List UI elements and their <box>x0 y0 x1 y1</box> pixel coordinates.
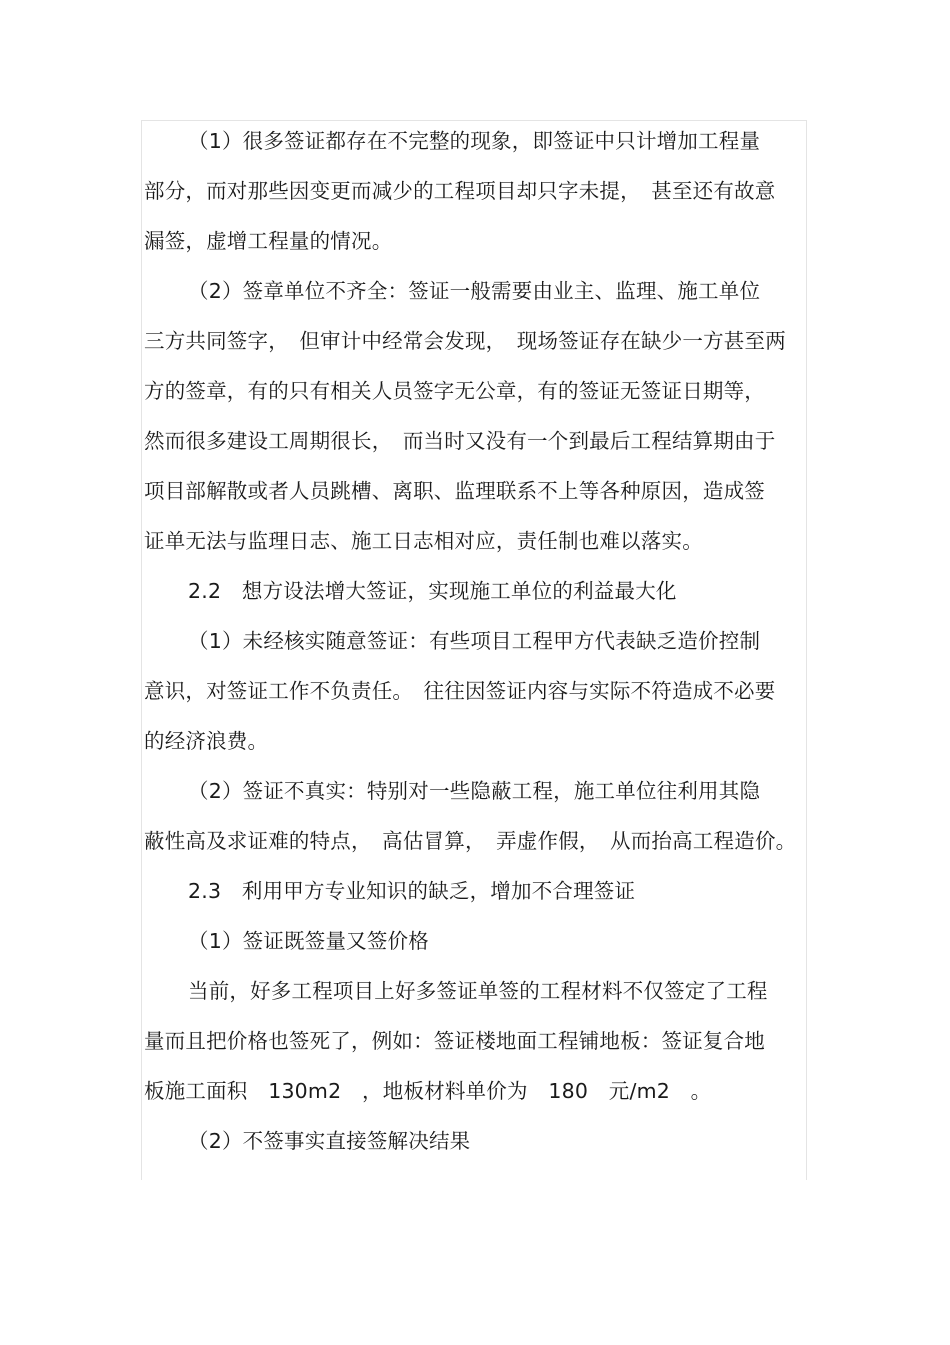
paragraph-line: （1）签证既签量又签价格 <box>188 929 429 953</box>
paragraph-line: （1）很多签证都存在不完整的现象，即签证中只计增加工程量 <box>188 129 761 153</box>
paragraph-line: 量而且把价格也签死了，例如：签证楼地面工程铺地板：签证复合地 <box>144 1029 765 1053</box>
section-heading: 2.3 利用甲方专业知识的缺乏，增加不合理签证 <box>188 879 636 903</box>
paragraph-line: 蔽性高及求证难的特点， 高估冒算， 弄虚作假， 从而抬高工程造价。 <box>144 829 797 853</box>
paragraph-line: （2）不签事实直接签解决结果 <box>188 1129 471 1153</box>
paragraph-line: 项目部解散或者人员跳槽、离职、监理联系不上等各种原因，造成签 <box>144 479 765 503</box>
paragraph-line: （2）签章单位不齐全：签证一般需要由业主、监理、施工单位 <box>188 279 761 303</box>
paragraph-line: 三方共同签字， 但审计中经常会发现， 现场签证存在缺少一方甚至两 <box>144 329 786 353</box>
paragraph-line: 部分，而对那些因变更而减少的工程项目却只字未提， 甚至还有故意 <box>144 179 776 203</box>
paragraph-line: 意识，对签证工作不负责任。 往往因签证内容与实际不符造成不必要 <box>144 679 776 703</box>
paragraph-line: 当前，好多工程项目上好多签证单签的工程材料不仅签定了工程 <box>188 979 768 1003</box>
paragraph-line: 的经济浪费。 <box>144 729 269 753</box>
paragraph-line: 然而很多建设工周期很长， 而当时又没有一个到最后工程结算期由于 <box>144 429 776 453</box>
document-body <box>144 124 804 1174</box>
paragraph-line: 板施工面积 130m2 ，地板材料单价为 180 元/m2 。 <box>144 1079 712 1103</box>
section-heading: 2.2 想方设法增大签证，实现施工单位的利益最大化 <box>188 579 677 603</box>
paragraph-line: 方的签章，有的只有相关人员签字无公章，有的签证无签证日期等， <box>144 379 765 403</box>
paragraph-line: （2）签证不真实：特别对一些隐蔽工程，施工单位往利用其隐 <box>188 779 761 803</box>
paragraph-line: 漏签，虚增工程量的情况。 <box>144 229 393 253</box>
paragraph-line: 证单无法与监理日志、施工日志相对应，责任制也难以落实。 <box>144 529 703 553</box>
paragraph-line: （1）未经核实随意签证：有些项目工程甲方代表缺乏造价控制 <box>188 629 761 653</box>
